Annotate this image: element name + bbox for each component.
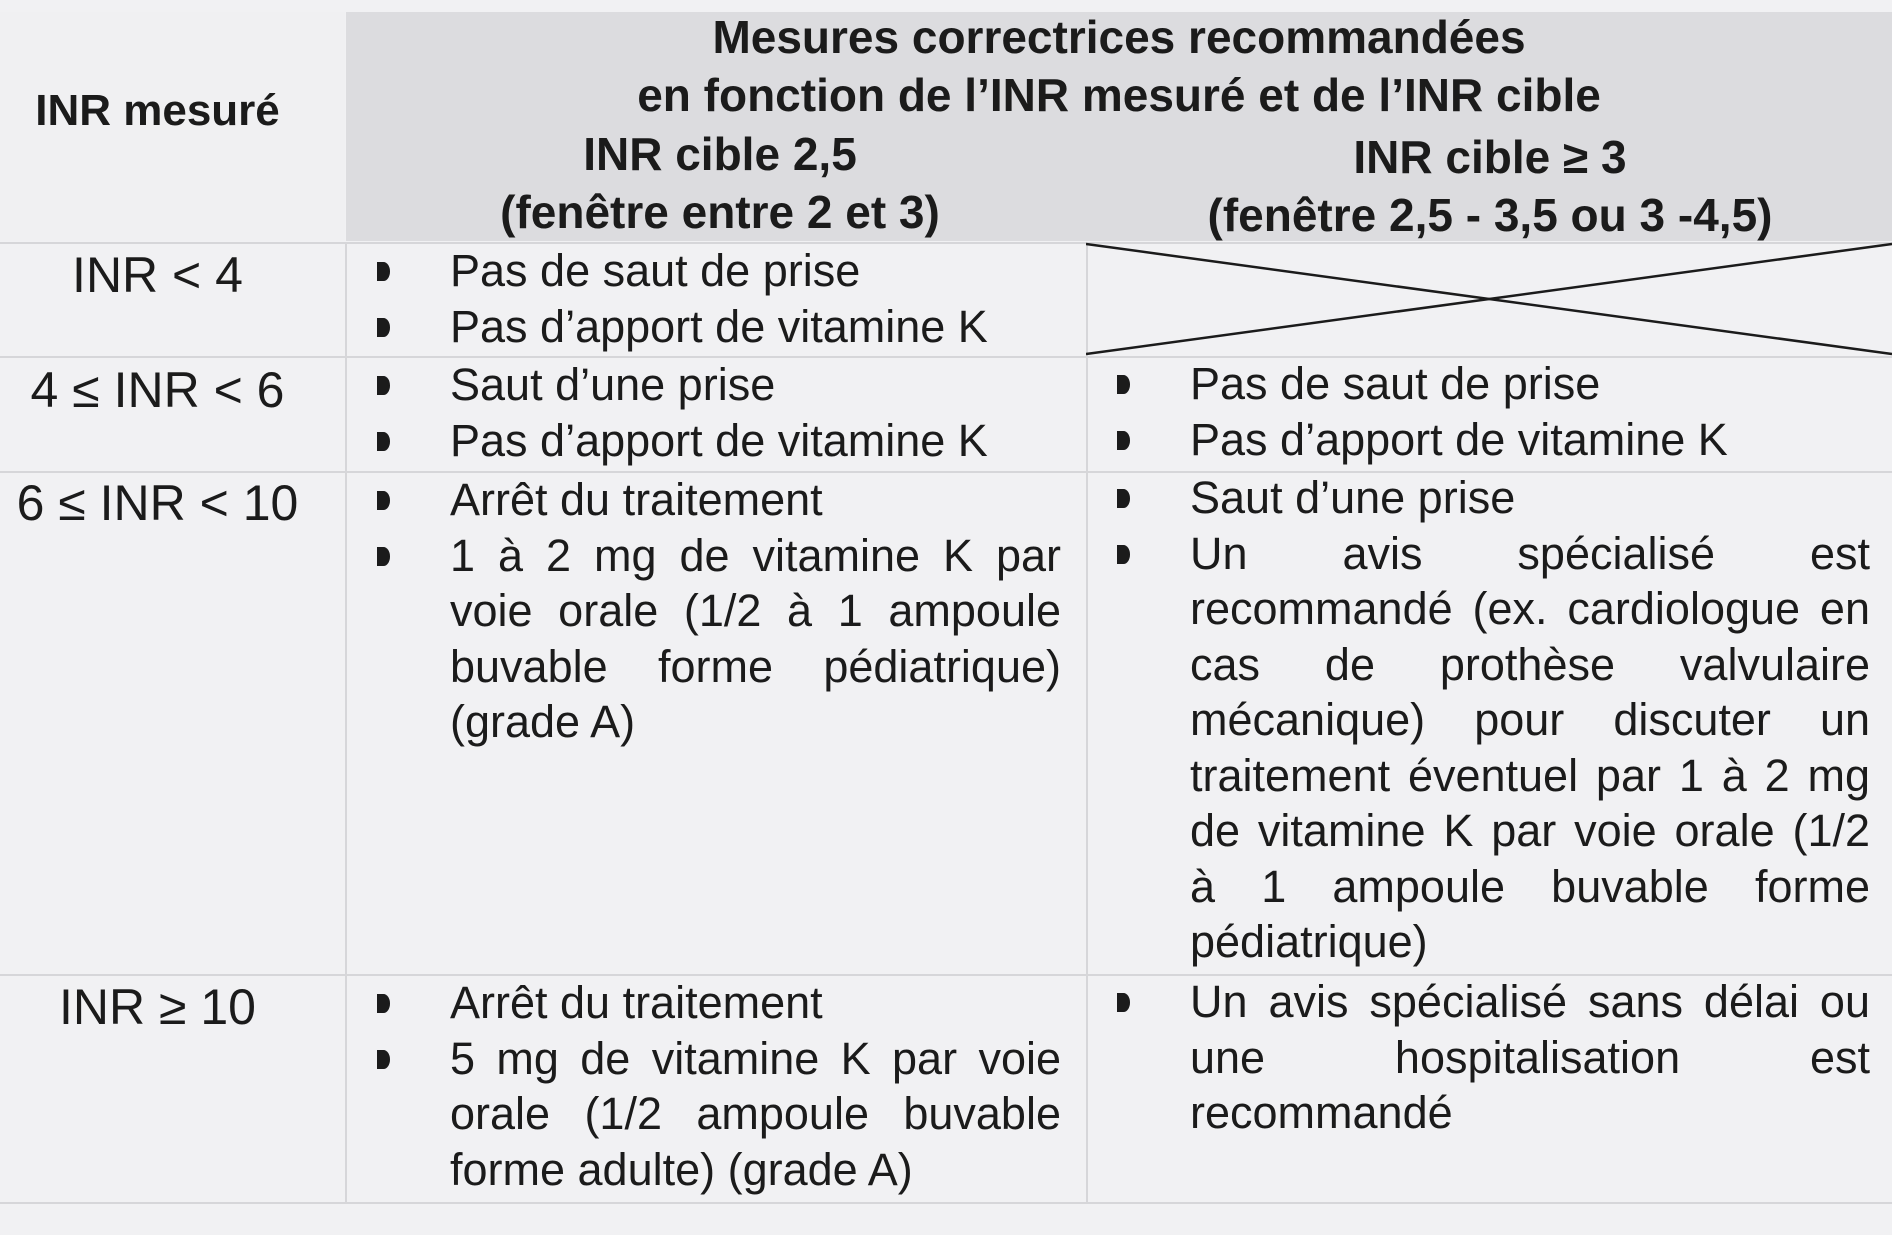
list-item: Un avis spécialisé est recommandé (ex. cardiologue en cas de prothèse valvulaire mécanique) pour discuter un traitement éventuel par 1 à 2 mg de vitamine K par voie orale (1/2 à 1 ampoule buvable forme pédiatrique)	[1095, 526, 1870, 970]
list-item: Un avis spécialisé sans délai ou une hospitalisation est recommandé	[1095, 974, 1870, 1141]
grid-line	[345, 242, 347, 1202]
list-item: 1 à 2 mg de vitamine K par voie orale (1/2 à 1 ampoule buvable forme pédiatrique) (grade A)	[355, 528, 1061, 750]
row3-col2	[1095, 470, 1870, 970]
inr-value: INR ≥ 10	[59, 979, 256, 1035]
bullet-icon	[377, 432, 390, 451]
grid-line	[1086, 242, 1088, 1202]
bullet-icon	[377, 318, 390, 337]
header-col2-line2: (fenêtre 2,5 - 3,5 ou 3 -4,5)	[1207, 189, 1773, 241]
list-item: Saut d’une prise	[1095, 470, 1870, 526]
list-item: Saut d’une prise	[355, 357, 1061, 413]
bullet-icon	[1117, 375, 1130, 394]
header-col1	[440, 125, 1000, 241]
bullet-icon	[377, 994, 390, 1013]
header-title-line2: en fonction de l’INR mesuré et de l’INR cible	[637, 69, 1601, 121]
list-item: 5 mg de vitamine K par voie orale (1/2 ampoule buvable forme adulte) (grade A)	[355, 1031, 1061, 1198]
inr-value: 4 ≤ INR < 6	[30, 362, 285, 418]
row2-col1	[355, 357, 1061, 468]
crossed-out-cell	[1086, 242, 1892, 356]
inr-value: 6 ≤ INR < 10	[16, 475, 299, 531]
list-item: Pas de saut de prise	[1095, 356, 1870, 412]
row2-col2	[1095, 356, 1870, 467]
bullet-icon	[1117, 545, 1130, 564]
bullet-icon	[377, 262, 390, 281]
row4-col1	[355, 975, 1061, 1197]
bullet-icon	[1117, 993, 1130, 1012]
header-col2-line1: INR cible ≥ 3	[1353, 131, 1627, 183]
row3-col1	[355, 472, 1061, 750]
list-item: Pas d’apport de vitamine K	[355, 299, 1061, 355]
bullet-icon	[377, 1050, 390, 1069]
list-item: Arrêt du traitement	[355, 975, 1061, 1031]
row1-col1	[355, 243, 1061, 354]
header-inr-label: INR mesuré	[35, 86, 280, 135]
list-item: Arrêt du traitement	[355, 472, 1061, 528]
bullet-icon	[377, 376, 390, 395]
list-item: Pas de saut de prise	[355, 243, 1061, 299]
row4-col2	[1095, 974, 1870, 1141]
header-title-line1: Mesures correctrices recommandées	[712, 11, 1526, 63]
header-col1-line1: INR cible 2,5	[583, 128, 857, 180]
inr-value: INR < 4	[72, 247, 243, 303]
header-col2	[1130, 128, 1850, 244]
bullet-icon	[1117, 489, 1130, 508]
bullet-icon	[377, 491, 390, 510]
bullet-icon	[377, 547, 390, 566]
header-title	[346, 8, 1892, 124]
grid-line	[0, 1202, 1892, 1204]
header-col1-line2: (fenêtre entre 2 et 3)	[500, 186, 940, 238]
list-item: Pas d’apport de vitamine K	[1095, 412, 1870, 468]
list-item: Pas d’apport de vitamine K	[355, 413, 1061, 469]
bullet-icon	[1117, 431, 1130, 450]
